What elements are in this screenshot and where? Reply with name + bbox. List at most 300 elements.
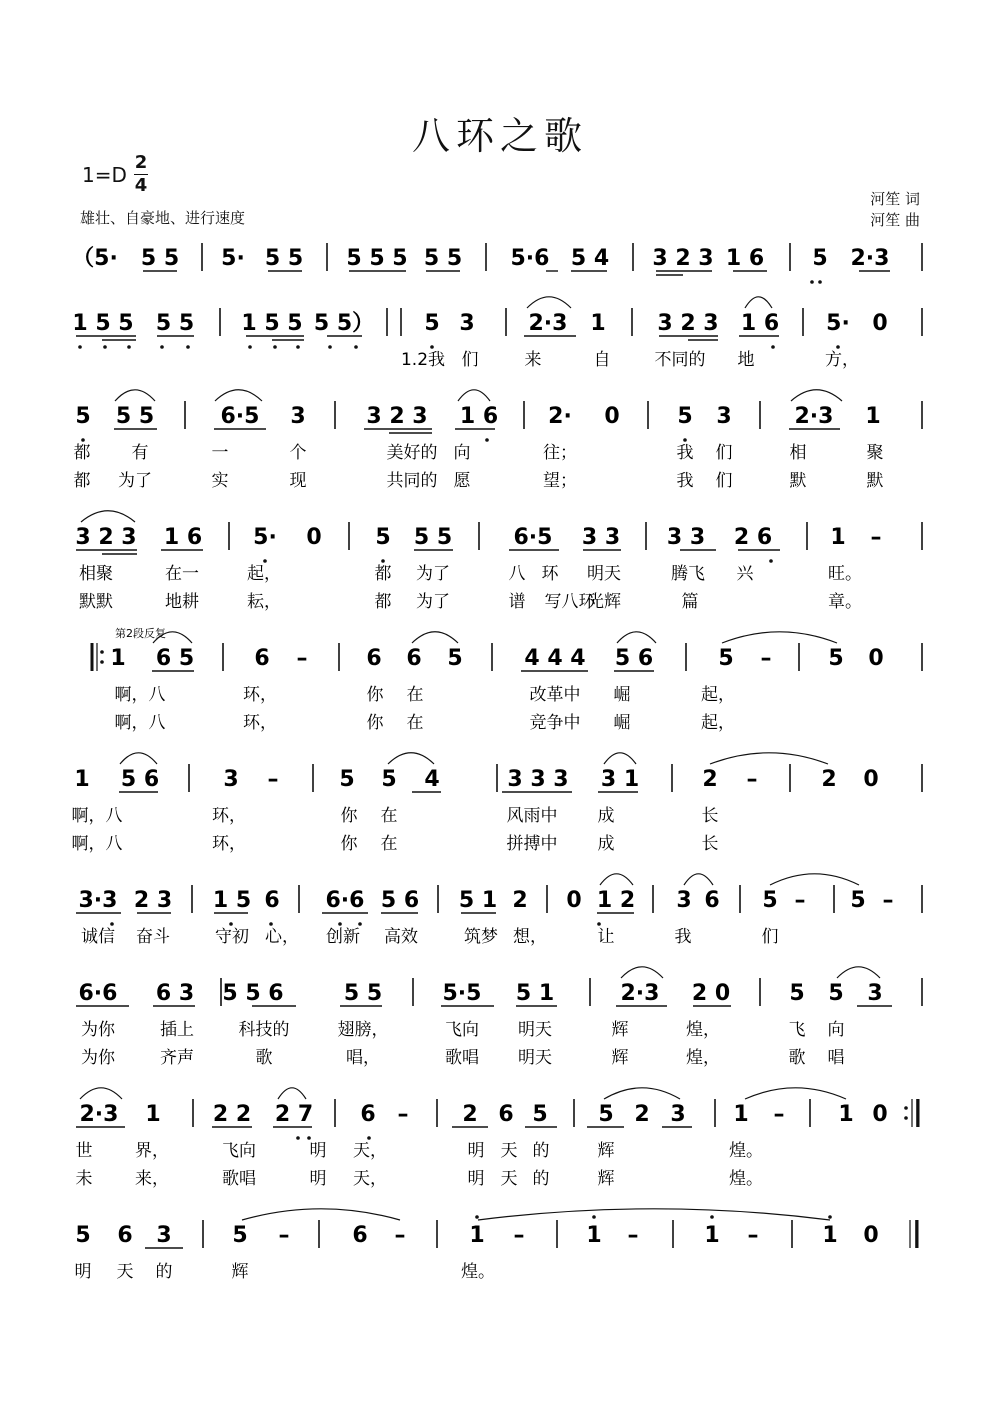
note-r5-12: 0 bbox=[863, 767, 879, 792]
lyric1-r2-0: 都 bbox=[73, 443, 91, 463]
lyric1-r2-4: 美好的 bbox=[386, 443, 438, 463]
lyric2-r3-4: 为了 bbox=[416, 592, 450, 612]
lyric2-r4-3: 在 bbox=[406, 713, 424, 733]
note-r1-2: 1 5 5 bbox=[241, 311, 303, 336]
lyric1-r4-6: 起， bbox=[701, 685, 735, 705]
time-signature-top: 2 bbox=[134, 152, 148, 173]
note-r2-8: 5 bbox=[677, 404, 693, 429]
lyric1-r2-9: 相 bbox=[789, 443, 807, 463]
octave-dot-r2-2 bbox=[683, 438, 687, 442]
note-r1-9: 1 6 bbox=[740, 311, 780, 336]
lyric1-r4-1: 环， bbox=[243, 685, 277, 705]
note-r3-8: 3 3 bbox=[666, 525, 706, 550]
lyric1-r4-2: 你 bbox=[366, 685, 384, 705]
lyric1-r6-7: 想， bbox=[513, 927, 547, 947]
lyric1-r3-7: 明天 bbox=[587, 564, 621, 584]
note-r9-7: 1 bbox=[469, 1223, 485, 1248]
lyric2-r7-9: 唱 bbox=[827, 1048, 845, 1068]
note-r5-3: – bbox=[267, 767, 279, 792]
repeat-label-r4: 第2段反复 bbox=[115, 627, 166, 640]
note-r3-5: 5 5 bbox=[413, 525, 453, 550]
lyric1-r1-3: 自 bbox=[593, 350, 611, 370]
octave-dot-r1-7 bbox=[296, 345, 300, 349]
note-r9-6: – bbox=[394, 1223, 406, 1248]
note-r8-9: 5 bbox=[598, 1102, 614, 1127]
note-r6-2: 1 5 bbox=[212, 888, 252, 913]
note-r3-3: 0 bbox=[306, 525, 322, 550]
note-r4-12: 0 bbox=[868, 646, 884, 671]
lyric1-r3-4: 为了 bbox=[416, 564, 450, 584]
note-r6-12: 5 bbox=[762, 888, 778, 913]
lyric2-r3-7: 光辉 bbox=[587, 592, 621, 612]
lyric1-r4-5: 崛 bbox=[613, 685, 631, 705]
lyric1-r7-3: 翅膀， bbox=[337, 1020, 389, 1040]
note-r5-11: 2 bbox=[821, 767, 837, 792]
note-r4-2: 6 bbox=[254, 646, 270, 671]
lyric2-r7-7: 煌， bbox=[686, 1048, 720, 1068]
octave-dot-r1-2 bbox=[127, 345, 131, 349]
note-r6-3: 6 bbox=[264, 888, 280, 913]
note-r8-5: – bbox=[397, 1102, 409, 1127]
note-r2-1: 5 5 bbox=[115, 404, 155, 429]
lyric2-r2-9: 默 bbox=[789, 471, 807, 491]
note-r9-3: 5 bbox=[232, 1223, 248, 1248]
repeat-end-dot-b bbox=[904, 1116, 908, 1120]
lyric1-r7-6: 辉 bbox=[611, 1020, 629, 1040]
note-r9-4: – bbox=[278, 1223, 290, 1248]
note-r6-8: 0 bbox=[566, 888, 582, 913]
lyric2-r3-9: 章。 bbox=[828, 592, 862, 612]
octave-dot-r1-9 bbox=[354, 345, 358, 349]
octave-dot-r2-1 bbox=[485, 438, 489, 442]
lyric1-r9-2: 的 bbox=[155, 1262, 173, 1282]
note-r8-0: 2·3 bbox=[79, 1102, 119, 1127]
note-r1-1: 5 5 bbox=[155, 311, 195, 336]
note-r8-3: 2 7 bbox=[274, 1102, 314, 1127]
lyric1-r8-3: 明 bbox=[309, 1141, 327, 1161]
tie-r8-2 bbox=[604, 1088, 680, 1099]
lyric2-r5-5: 成 bbox=[597, 834, 615, 854]
note-r7-2: 5 5 6 bbox=[222, 981, 284, 1006]
tie-r3-0 bbox=[81, 511, 135, 522]
lyric2-r3-3: 都 bbox=[374, 592, 392, 612]
lyric1-r5-2: 你 bbox=[340, 806, 358, 826]
note-r3-4: 5 bbox=[375, 525, 391, 550]
note-r4-4: 6 bbox=[366, 646, 382, 671]
note-r6-1: 2 3 bbox=[133, 888, 173, 913]
lyric2-r2-1: 为了 bbox=[118, 471, 152, 491]
octave-dot-r6-1 bbox=[229, 922, 233, 926]
score-root bbox=[72, 243, 923, 1282]
lyric2-r7-4: 歌唱 bbox=[445, 1048, 479, 1068]
lyric2-r8-5: 明 bbox=[467, 1169, 485, 1189]
note-r2-9: 3 bbox=[716, 404, 732, 429]
lyric2-r8-6: 天 bbox=[500, 1169, 518, 1189]
lyric2-r7-1: 齐声 bbox=[160, 1048, 194, 1068]
note-r3-0: 3 2 3 bbox=[75, 525, 137, 550]
note-r2-6: 2· bbox=[548, 404, 572, 429]
lyric1-r6-2: 守初 bbox=[215, 927, 249, 947]
note-r0-5: 5 5 bbox=[423, 246, 463, 271]
key-signature: 1=D bbox=[82, 163, 127, 187]
lyric1-r3-0: 相聚 bbox=[79, 564, 113, 584]
note-r1-11: 0 bbox=[872, 311, 888, 336]
lyric2-r7-0: 为你 bbox=[81, 1048, 115, 1068]
note-r7-8: 5 bbox=[789, 981, 805, 1006]
note-r9-5: 6 bbox=[352, 1223, 368, 1248]
note-r9-9: 1 bbox=[586, 1223, 602, 1248]
lyric2-r8-4: 天， bbox=[353, 1169, 387, 1189]
note-r2-5: 1 6 bbox=[459, 404, 499, 429]
tie-r1-1 bbox=[745, 297, 772, 308]
octave-dot-r0-1 bbox=[818, 280, 822, 284]
note-r7-0: 6·6 bbox=[78, 981, 118, 1006]
note-r5-2: 3 bbox=[223, 767, 239, 792]
lyric2-r4-0: 啊，八 bbox=[114, 713, 166, 733]
lyric1-r9-1: 天 bbox=[116, 1262, 134, 1282]
lyric1-r3-9: 兴 bbox=[736, 564, 754, 584]
tie-r5-0 bbox=[120, 753, 157, 764]
note-r8-12: 1 bbox=[733, 1102, 749, 1127]
lyric1-r3-2: 起， bbox=[247, 564, 281, 584]
note-r3-2: 5· bbox=[253, 525, 277, 550]
octave-dot-r1-5 bbox=[248, 345, 252, 349]
lyric1-r5-0: 啊，八 bbox=[71, 806, 123, 826]
note-r8-7: 6 bbox=[498, 1102, 514, 1127]
note-r5-0: 1 bbox=[74, 767, 90, 792]
lyric1-r7-9: 向 bbox=[827, 1020, 845, 1040]
tie-r9-0 bbox=[242, 1209, 400, 1220]
octave-dot-r6-2 bbox=[269, 922, 273, 926]
high-octave-dot-r9-1 bbox=[592, 1215, 596, 1219]
note-r4-5: 6 bbox=[406, 646, 422, 671]
lyric1-r3-10: 旺。 bbox=[828, 564, 862, 584]
note-r8-10: 2 bbox=[634, 1102, 650, 1127]
note-r1-3: 5 5） bbox=[313, 311, 375, 336]
octave-dot-r8-2 bbox=[307, 1136, 311, 1140]
octave-dot-r1-12 bbox=[771, 345, 775, 349]
note-r9-12: – bbox=[747, 1223, 759, 1248]
tie-r7-1 bbox=[837, 967, 880, 978]
note-r8-15: 0 bbox=[872, 1102, 888, 1127]
note-r6-6: 5 1 bbox=[458, 888, 498, 913]
lyric1-r8-1: 界， bbox=[135, 1141, 169, 1161]
octave-dot-r6-4 bbox=[358, 922, 362, 926]
note-r0-11: 2·3 bbox=[850, 246, 890, 271]
note-r9-10: – bbox=[627, 1223, 639, 1248]
note-r0-2: 5· bbox=[221, 246, 245, 271]
lyric2-r5-6: 长 bbox=[701, 834, 719, 854]
lyric2-r5-1: 环， bbox=[212, 834, 246, 854]
lyric1-r8-6: 天 bbox=[500, 1141, 518, 1161]
note-r4-9: 5 bbox=[718, 646, 734, 671]
note-r6-15: – bbox=[882, 888, 894, 913]
note-r3-11: – bbox=[870, 525, 882, 550]
lyric1-r2-8: 们 bbox=[715, 443, 733, 463]
lyric1-r6-8: 让 bbox=[597, 927, 615, 947]
lyric1-r7-1: 插上 bbox=[160, 1020, 194, 1040]
lyric2-r4-6: 起， bbox=[701, 713, 735, 733]
note-r9-13: 1 bbox=[822, 1223, 838, 1248]
octave-dot-r8-1 bbox=[296, 1136, 300, 1140]
lyric2-r3-1: 地耕 bbox=[165, 592, 199, 612]
lyric1-r7-7: 煌， bbox=[686, 1020, 720, 1040]
note-r0-6: 5·6 bbox=[510, 246, 550, 271]
lyric2-r2-6: 望； bbox=[543, 471, 577, 491]
lyric2-r8-7: 的 bbox=[532, 1169, 550, 1189]
tie-r9-1 bbox=[478, 1209, 830, 1220]
lyric2-r3-2: 耘， bbox=[247, 592, 281, 612]
note-r4-0: 1 bbox=[110, 646, 126, 671]
note-r6-10: 3 bbox=[676, 888, 692, 913]
note-r3-1: 1 6 bbox=[163, 525, 203, 550]
high-octave-dot-r9-0 bbox=[475, 1215, 479, 1219]
lyric1-r3-3: 都 bbox=[374, 564, 392, 584]
lyric2-r2-10: 默 bbox=[866, 471, 884, 491]
lyric1-r8-9: 煌。 bbox=[729, 1141, 763, 1161]
lyric2-r5-3: 在 bbox=[380, 834, 398, 854]
lyric2-r8-0: 未 bbox=[75, 1169, 93, 1189]
note-r4-3: – bbox=[296, 646, 308, 671]
note-r6-4: 6·6 bbox=[325, 888, 365, 913]
note-r8-11: 3 bbox=[670, 1102, 686, 1127]
note-r6-9: 1 2 bbox=[596, 888, 636, 913]
lyric1-r3-8: 腾飞 bbox=[671, 564, 705, 584]
octave-dot-r1-11 bbox=[836, 345, 840, 349]
note-r1-5: 3 bbox=[459, 311, 475, 336]
lyric1-r7-8: 飞 bbox=[788, 1020, 806, 1040]
note-r7-10: 3 bbox=[867, 981, 883, 1006]
note-r5-1: 5 6 bbox=[120, 767, 160, 792]
note-r8-14: 1 bbox=[838, 1102, 854, 1127]
lyric2-r5-0: 啊，八 bbox=[71, 834, 123, 854]
note-r0-0: （5· bbox=[72, 246, 118, 271]
lyric2-r8-3: 明 bbox=[309, 1169, 327, 1189]
note-r6-13: – bbox=[794, 888, 806, 913]
octave-dot-r3-2 bbox=[769, 559, 773, 563]
note-r9-1: 6 bbox=[117, 1223, 133, 1248]
lyric1-r8-5: 明 bbox=[467, 1141, 485, 1161]
tie-r4-3 bbox=[722, 632, 837, 643]
lyric1-r2-10: 聚 bbox=[866, 443, 884, 463]
lyric1-r1-2: 来 bbox=[524, 350, 542, 370]
note-r0-9: 1 6 bbox=[725, 246, 765, 271]
lyric2-r4-2: 你 bbox=[366, 713, 384, 733]
lyric1-r2-2: 一 bbox=[211, 443, 229, 463]
note-r1-4: 5 bbox=[424, 311, 440, 336]
lyric1-r4-3: 在 bbox=[406, 685, 424, 705]
lyric1-r8-2: 飞向 bbox=[222, 1141, 256, 1161]
tie-r5-2 bbox=[604, 753, 636, 764]
note-r0-7: 5 4 bbox=[570, 246, 610, 271]
lyric2-r7-8: 歌 bbox=[788, 1048, 806, 1068]
lyric2-r4-4: 竞争中 bbox=[529, 713, 581, 733]
note-r3-9: 2 6 bbox=[733, 525, 773, 550]
note-r8-4: 6 bbox=[360, 1102, 376, 1127]
lyric1-r3-6: 环 bbox=[541, 564, 559, 584]
lyric2-r2-2: 实 bbox=[211, 471, 229, 491]
note-r7-6: 2·3 bbox=[620, 981, 660, 1006]
lyric1-r9-3: 辉 bbox=[231, 1262, 249, 1282]
octave-dot-r8-0 bbox=[367, 1136, 371, 1140]
lyric2-r4-1: 环， bbox=[243, 713, 277, 733]
lyric2-r2-0: 都 bbox=[73, 471, 91, 491]
note-r7-3: 5 5 bbox=[343, 981, 383, 1006]
lyric1-r7-5: 明天 bbox=[518, 1020, 552, 1040]
time-signature-bottom: 4 bbox=[134, 175, 148, 196]
lyric1-r6-5: 高效 bbox=[384, 927, 418, 947]
tempo-marking: 雄壮、自豪地、进行速度 bbox=[80, 209, 246, 227]
note-r4-7: 4 4 4 bbox=[524, 646, 586, 671]
note-r2-2: 6·5 bbox=[220, 404, 260, 429]
note-r6-5: 5 6 bbox=[380, 888, 420, 913]
lyric2-r2-3: 现 bbox=[289, 471, 307, 491]
note-r1-8: 3 2 3 bbox=[657, 311, 719, 336]
lyric1-r3-5: 八 bbox=[508, 564, 526, 584]
lyric2-r8-9: 煌。 bbox=[729, 1169, 763, 1189]
tie-r8-3 bbox=[745, 1088, 846, 1099]
lyric1-r2-5: 向 bbox=[453, 443, 471, 463]
note-r4-11: 5 bbox=[828, 646, 844, 671]
note-r9-11: 1 bbox=[704, 1223, 720, 1248]
repeat-end-dot-a bbox=[904, 1106, 908, 1110]
repeat-start-dot-a-r4 bbox=[100, 650, 104, 654]
note-r3-7: 3 3 bbox=[581, 525, 621, 550]
tie-r7-0 bbox=[621, 967, 663, 978]
lyric1-r6-10: 们 bbox=[761, 927, 779, 947]
lyric1-r4-0: 啊，八 bbox=[114, 685, 166, 705]
lyric1-r1-4: 不同的 bbox=[654, 350, 706, 370]
tie-r1-0 bbox=[527, 297, 571, 308]
note-r8-6: 2 bbox=[462, 1102, 478, 1127]
note-r3-10: 1 bbox=[830, 525, 846, 550]
tie-r5-3 bbox=[710, 753, 828, 764]
note-r5-10: – bbox=[746, 767, 758, 792]
lyric1-r2-1: 有 bbox=[131, 443, 149, 463]
lyric1-r2-7: 我 bbox=[676, 443, 694, 463]
lyric1-r4-4: 改革中 bbox=[529, 685, 581, 705]
tie-r8-1 bbox=[278, 1088, 306, 1099]
lyric1-r6-4: 创新 bbox=[326, 927, 360, 947]
lyric1-r6-1: 奋斗 bbox=[136, 927, 170, 947]
lyric2-r7-6: 辉 bbox=[611, 1048, 629, 1068]
lyric1-r1-5: 地 bbox=[737, 350, 755, 370]
octave-dot-r1-4 bbox=[186, 345, 190, 349]
note-r2-10: 2·3 bbox=[794, 404, 834, 429]
octave-dot-r1-0 bbox=[78, 345, 82, 349]
octave-dot-r1-1 bbox=[103, 345, 107, 349]
lyric2-r3-8: 篇 bbox=[681, 592, 699, 612]
tie-r4-2 bbox=[617, 632, 656, 643]
lyric1-r7-2: 科技的 bbox=[238, 1020, 290, 1040]
octave-dot-r0-0 bbox=[810, 280, 814, 284]
lyric1-r9-4: 煌。 bbox=[461, 1262, 495, 1282]
tie-r6-0 bbox=[600, 874, 633, 885]
high-octave-dot-r9-3 bbox=[828, 1215, 832, 1219]
note-r7-9: 5 bbox=[828, 981, 844, 1006]
note-r7-4: 5·5 bbox=[442, 981, 482, 1006]
note-r0-10: 5 bbox=[812, 246, 828, 271]
note-r6-14: 5 bbox=[850, 888, 866, 913]
note-r8-13: – bbox=[773, 1102, 785, 1127]
note-r2-11: 1 bbox=[865, 404, 881, 429]
octave-dot-r1-6 bbox=[273, 345, 277, 349]
note-r5-6: 4 bbox=[424, 767, 440, 792]
lyric2-r8-2: 歌唱 bbox=[222, 1169, 256, 1189]
lyric1-r5-3: 在 bbox=[380, 806, 398, 826]
lyric2-r8-8: 辉 bbox=[597, 1169, 615, 1189]
lyric1-r1-1: 们 bbox=[461, 350, 479, 370]
lyric1-r7-0: 为你 bbox=[81, 1020, 115, 1040]
octave-dot-r1-10 bbox=[430, 345, 434, 349]
note-r0-3: 5 5 bbox=[264, 246, 304, 271]
lyric1-r6-9: 我 bbox=[674, 927, 692, 947]
note-r7-5: 5 1 bbox=[515, 981, 555, 1006]
lyric2-r4-5: 崛 bbox=[613, 713, 631, 733]
note-r3-6: 6·5 bbox=[513, 525, 553, 550]
lyric2-r3-6: 写八环 bbox=[544, 592, 596, 612]
lyric1-r8-0: 世 bbox=[75, 1141, 93, 1161]
note-r2-7: 0 bbox=[604, 404, 620, 429]
tie-r2-2 bbox=[458, 390, 490, 401]
note-r5-9: 2 bbox=[702, 767, 718, 792]
lyric2-r8-1: 来， bbox=[135, 1169, 169, 1189]
high-octave-dot-r9-2 bbox=[710, 1215, 714, 1219]
octave-dot-r2-0 bbox=[81, 438, 85, 442]
lyricist-credit: 河笙 词 bbox=[870, 190, 920, 208]
composer-credit: 河笙 曲 bbox=[870, 211, 920, 229]
octave-dot-r6-0 bbox=[110, 922, 114, 926]
octave-dot-r6-3 bbox=[338, 922, 342, 926]
lyric2-r5-2: 你 bbox=[340, 834, 358, 854]
note-r7-1: 6 3 bbox=[155, 981, 195, 1006]
lyric1-r5-1: 环， bbox=[212, 806, 246, 826]
octave-dot-r3-1 bbox=[381, 559, 385, 563]
lyric1-r1-0: 1.2我 bbox=[400, 350, 446, 370]
note-r8-1: 1 bbox=[145, 1102, 161, 1127]
tie-r8-0 bbox=[80, 1088, 122, 1099]
lyric1-r7-4: 飞向 bbox=[445, 1020, 479, 1040]
tie-r6-2 bbox=[770, 874, 859, 885]
repeat-start-dot-b-r4 bbox=[100, 660, 104, 664]
lyric1-r8-4: 天， bbox=[353, 1141, 387, 1161]
lyric1-r3-1: 在一 bbox=[165, 564, 199, 584]
lyric2-r2-4: 共同的 bbox=[386, 471, 438, 491]
note-r6-11: 6 bbox=[704, 888, 720, 913]
lyric1-r6-0: 诚信 bbox=[81, 927, 115, 947]
note-r0-4: 5 5 5 bbox=[346, 246, 408, 271]
lyric2-r3-5: 谱 bbox=[508, 592, 526, 612]
note-r9-0: 5 bbox=[75, 1223, 91, 1248]
note-r2-0: 5 bbox=[75, 404, 91, 429]
note-r0-1: 5 5 bbox=[140, 246, 180, 271]
note-r9-8: – bbox=[513, 1223, 525, 1248]
note-r5-7: 3 3 3 bbox=[507, 767, 569, 792]
octave-dot-r3-0 bbox=[263, 559, 267, 563]
lyric1-r9-0: 明 bbox=[74, 1262, 92, 1282]
lyric2-r2-8: 们 bbox=[715, 471, 733, 491]
tie-r5-1 bbox=[388, 753, 434, 764]
note-r1-6: 2·3 bbox=[528, 311, 568, 336]
note-r6-7: 2 bbox=[512, 888, 528, 913]
tie-r6-1 bbox=[684, 874, 713, 885]
note-r6-0: 3·3 bbox=[78, 888, 118, 913]
tie-r4-1 bbox=[412, 632, 458, 643]
lyric2-r2-5: 愿 bbox=[453, 471, 471, 491]
octave-dot-r1-8 bbox=[328, 345, 332, 349]
note-r0-8: 3 2 3 bbox=[652, 246, 714, 271]
tie-r2-3 bbox=[791, 390, 842, 401]
